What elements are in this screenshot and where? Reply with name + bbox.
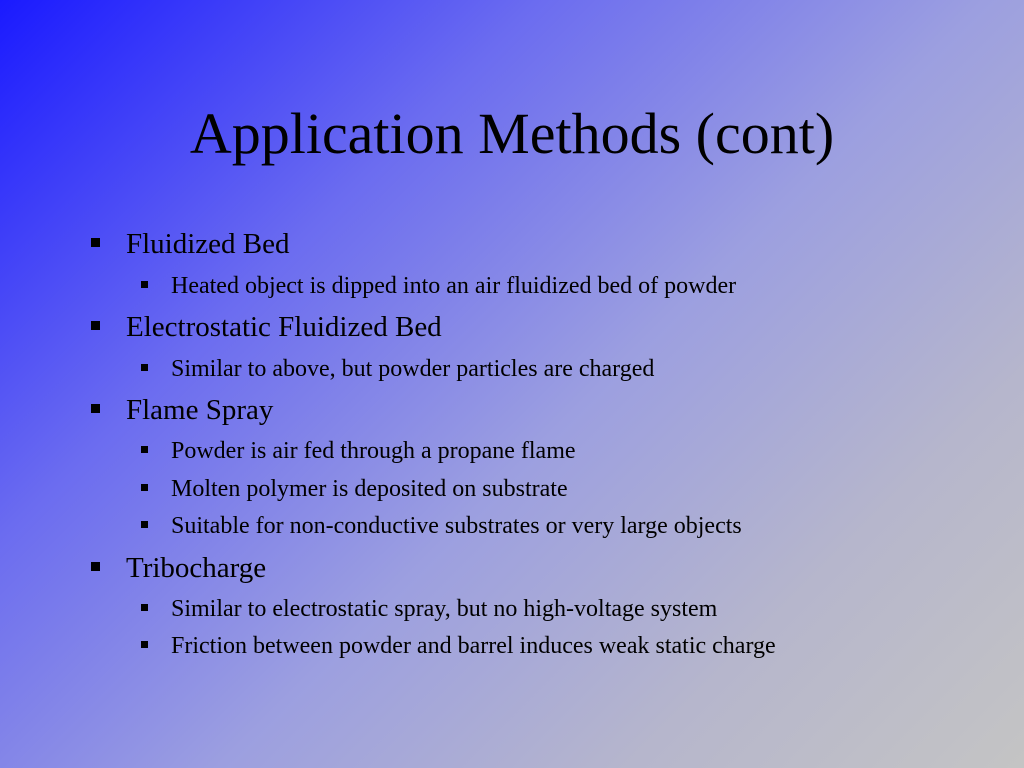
sub-bullet-similar-charged <box>171 355 654 383</box>
bullet-electrostatic-fluidized-bed <box>126 310 442 344</box>
slide-title: Application Methods (cont) <box>189 101 835 166</box>
bullet-text: Electrostatic Fluidized Bed <box>126 311 442 343</box>
bullet-text: Tribocharge <box>126 552 267 584</box>
sub-bullet-no-high-voltage <box>171 595 717 623</box>
sub-bullet-text: Powder is air fed through a propane flame <box>171 438 576 464</box>
bullet-fluidized-bed <box>126 227 290 261</box>
square-bullet-icon <box>141 641 148 648</box>
square-bullet-icon <box>141 521 148 528</box>
sub-bullet-text: Heated object is dipped into an air fluidized bed of powder <box>171 273 737 299</box>
square-bullet-icon <box>91 321 100 330</box>
square-bullet-icon <box>91 238 100 247</box>
sub-bullet-non-conductive <box>171 512 742 540</box>
sub-bullet-heated-object <box>171 272 736 300</box>
bullet-tribocharge <box>126 551 266 585</box>
sub-bullet-molten-polymer <box>171 475 568 503</box>
square-bullet-icon <box>141 604 148 611</box>
sub-bullet-text: Suitable for non-conductive substrates or very large objects <box>171 513 742 539</box>
sub-bullet-text: Similar to electrostatic spray, but no high-voltage system <box>171 596 718 622</box>
square-bullet-icon <box>141 364 148 371</box>
sub-bullet-text: Similar to above, but powder particles are charged <box>171 356 655 382</box>
sub-bullet-text: Molten polymer is deposited on substrate <box>171 476 568 502</box>
square-bullet-icon <box>91 404 100 413</box>
square-bullet-icon <box>91 562 100 571</box>
bullet-text: Fluidized Bed <box>126 228 290 260</box>
square-bullet-icon <box>141 281 148 288</box>
bullet-flame-spray <box>126 393 273 427</box>
square-bullet-icon <box>141 484 148 491</box>
bullet-text: Flame Spray <box>126 394 274 426</box>
sub-bullet-text: Friction between powder and barrel induces weak static charge <box>171 633 776 659</box>
sub-bullet-friction-charge <box>171 632 776 660</box>
square-bullet-icon <box>141 446 148 453</box>
sub-bullet-propane-flame <box>171 437 576 465</box>
